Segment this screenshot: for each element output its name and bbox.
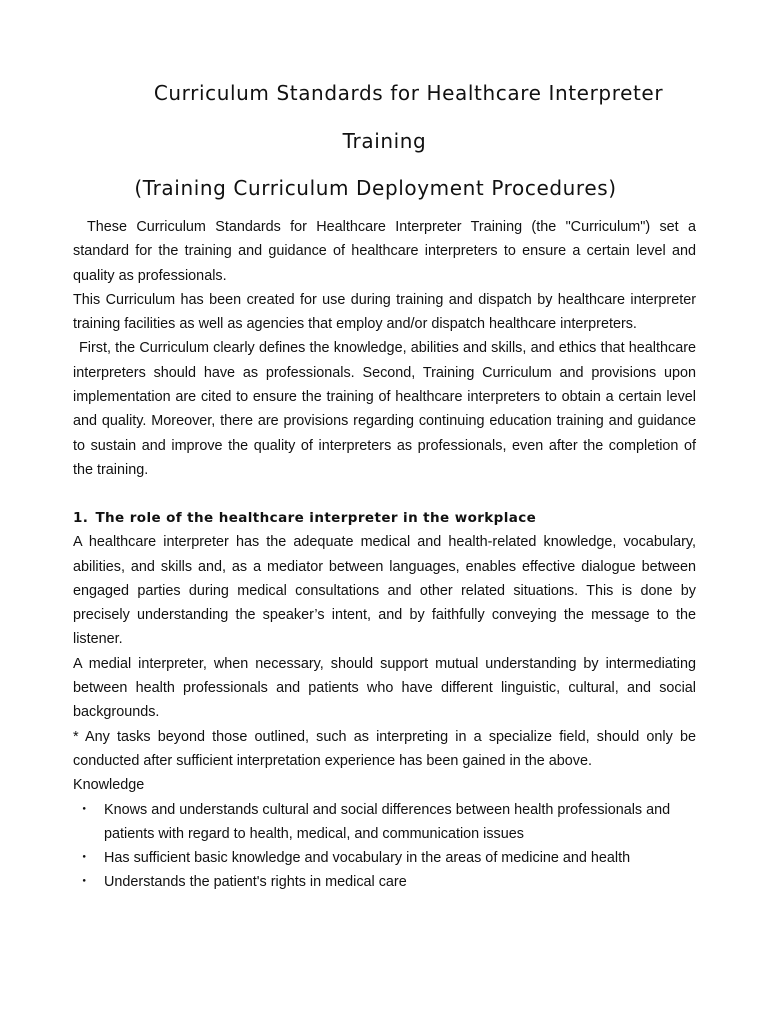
document-title-line-2: Training bbox=[342, 129, 427, 153]
knowledge-list bbox=[73, 798, 696, 895]
section-heading-text: The role of the healthcare interpreter in the workplace bbox=[95, 510, 537, 527]
list-item bbox=[73, 846, 696, 870]
title-block bbox=[73, 0, 696, 203]
document-body bbox=[73, 215, 696, 895]
list-item-text: Understands the patient's rights in medical care bbox=[104, 874, 407, 891]
intro-paragraph: First, the Curriculum clearly defines the knowledge, abilities and skills, and ethics that healthcare interpreters should have as professionals. Second, Training Curriculum and provisions upon implementation are cited to ensure the training of healthcare interpreters to obtain a certain level and quality. Moreover, there are provisions regarding continuing education training and guidance to sustain and improve the quality of interpreters as professionals, even after the completion of the training. bbox=[73, 340, 696, 478]
intro-paragraph: These Curriculum Standards for Healthcare Interpreter Training (the "Curriculum") set a standard for the training and guidance of healthcare interpreters to ensure a certain level and quality as professionals. bbox=[73, 219, 696, 284]
section-heading bbox=[73, 506, 696, 530]
bullet-icon: ・ bbox=[77, 801, 92, 818]
intro-paragraph: This Curriculum has been created for use during training and dispatch by healthcare interpreter training facilities as well as agencies that employ and/or dispatch healthcare interpreters. bbox=[73, 291, 696, 333]
section-note: * Any tasks beyond those outlined, such as interpreting in a specialize field, should only be conducted after sufficient interpretation experience has been gained in the above. bbox=[73, 728, 696, 769]
section-number: 1. bbox=[73, 510, 89, 527]
bullet-icon: ・ bbox=[77, 850, 92, 867]
list-item-text: Knows and understands cultural and social differences between health professionals and patients with regard to health, medical, and communication issues bbox=[104, 801, 671, 842]
section-paragraph: A healthcare interpreter has the adequate medical and health-related knowledge, vocabulary, abilities, and skills and, as a mediator between languages, enables effective dialogue between engaged parties during medical consultations and other related situations. This is done by precisely understanding the speaker’s intent, and by faithfully conveying the message to the listener. bbox=[73, 534, 696, 648]
bullet-icon: ・ bbox=[77, 874, 92, 891]
section-paragraph: A medial interpreter, when necessary, should support mutual understanding by intermediating between health professionals and patients who have different linguistic, cultural, and social backgrounds. bbox=[73, 655, 696, 721]
document-subtitle: (Training Curriculum Deployment Procedures) bbox=[134, 176, 617, 200]
document-title-line-1: Curriculum Standards for Healthcare Interpreter bbox=[153, 81, 664, 105]
list-item bbox=[73, 870, 696, 894]
list-item bbox=[73, 798, 696, 847]
list-item-text: Has sufficient basic knowledge and vocabulary in the areas of medicine and health bbox=[104, 850, 631, 867]
knowledge-label: Knowledge bbox=[73, 777, 145, 794]
